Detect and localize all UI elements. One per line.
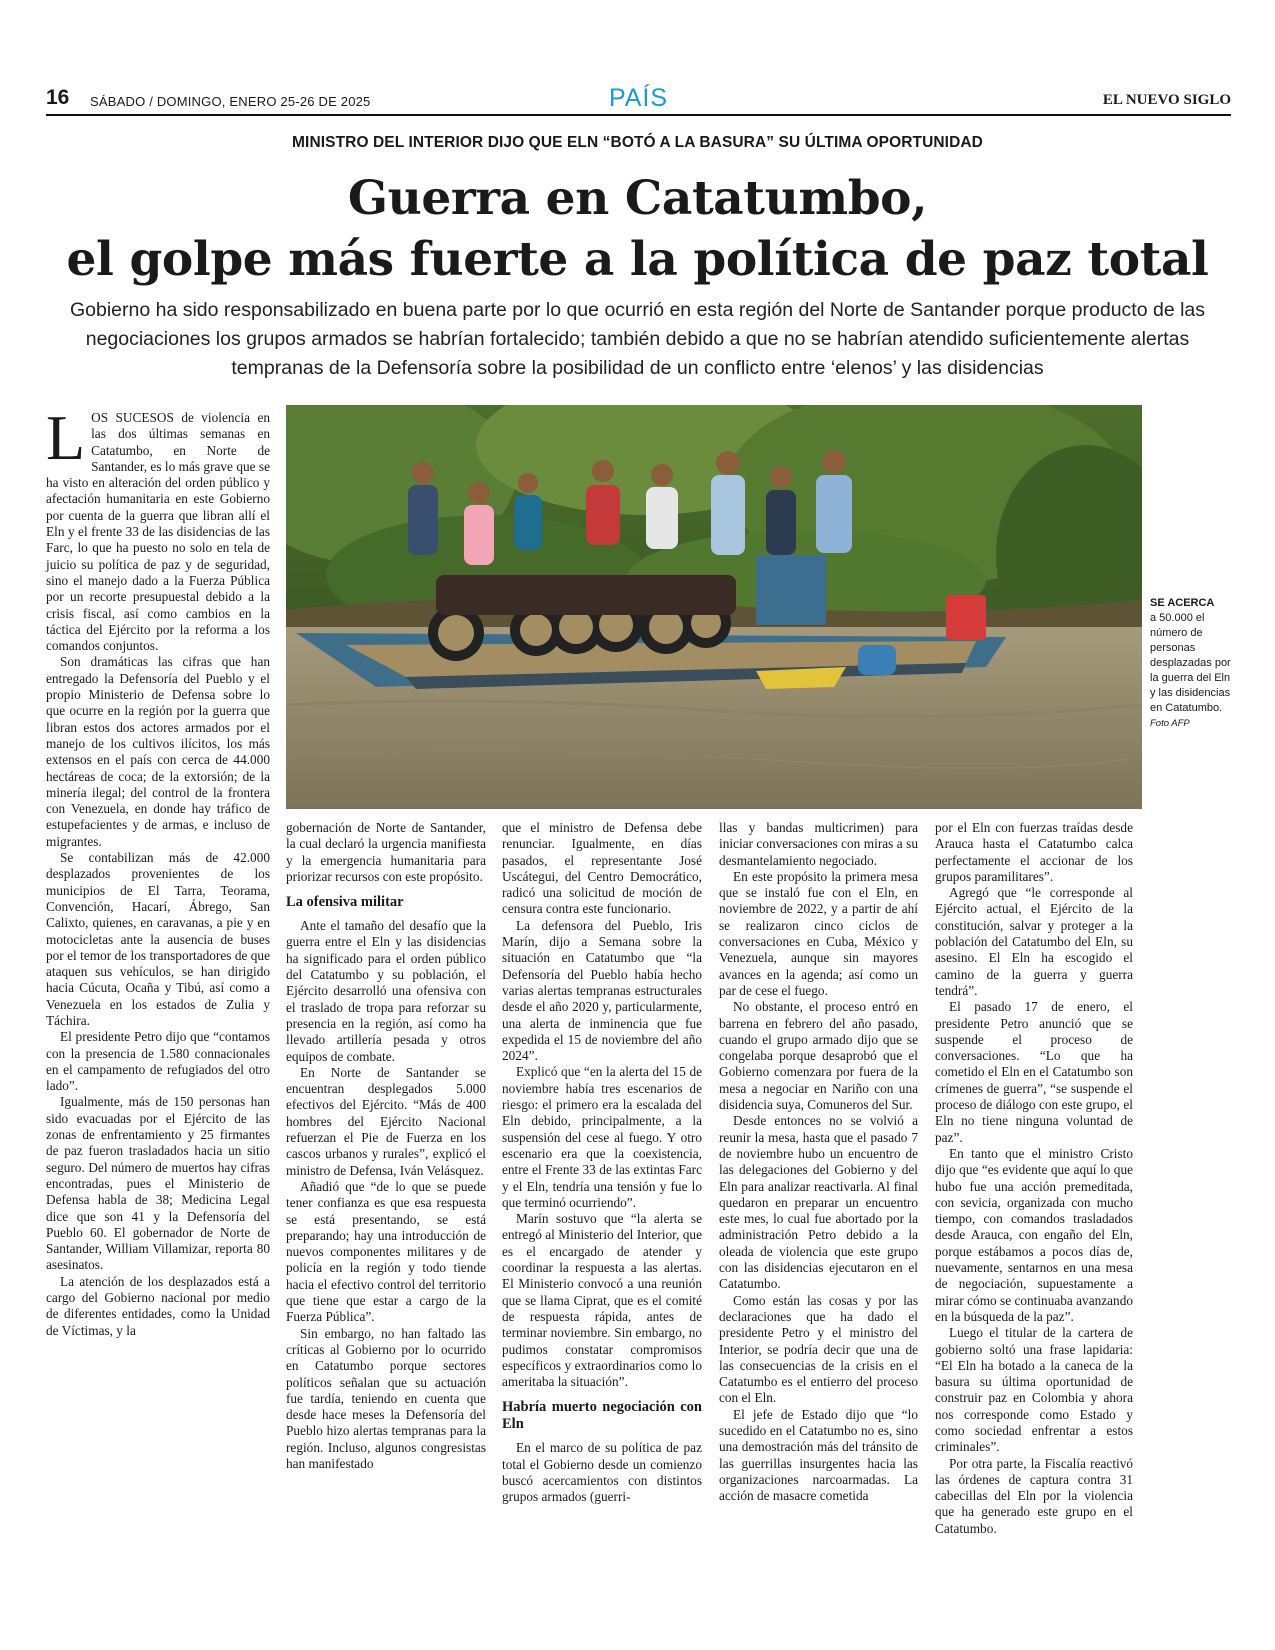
paragraph: En el marco de su política de paz total el Gobierno desde un comienzo buscó acercamientos con distintos grupos armados (guerri- bbox=[502, 1440, 702, 1505]
paragraph: El pasado 17 de enero, el presidente Petro anunció que se suspende el proceso de conversaciones. “Lo que ha cometido el Eln en el Catatumbo son crímenes de guerra”, “se suspende el proceso de diálogo con este grupo, el Eln no tiene ninguna voluntad de paz”. bbox=[935, 999, 1133, 1145]
article-column-5 bbox=[935, 820, 1133, 1537]
paragraph: que el ministro de Defensa debe renunciar. Igualmente, en días pasados, el representante José Uscátegui, del Centro Democrático, radicó una solicitud de moción de censura contra este funcionario. bbox=[502, 820, 702, 917]
deck-subtitle: Gobierno ha sido responsabilizado en buena parte por lo que ocurrió en esta región del Norte de Santander porque producto de las negociaciones los grupos armados se habrían fortalecido; también debido a que no se habrían atendido suficientemente alertas tempranas de la Defensoría sobre la posibilidad de un conflicto entre ‘elenos’ y las disidencias bbox=[69, 299, 1206, 379]
paragraph: Ante el tamaño del desafío que la guerra entre el Eln y las disidencias ha significado para el orden público del Catatumbo y su población, el Ejército desarrolló una ofensiva con el traslado de tropa para reforzar su presencia en la región, así como ha llevado artillería pesada y otros equipos de combate. bbox=[286, 918, 486, 1064]
paragraph: Por otra parte, la Fiscalía reactivó las órdenes de captura contra 31 cabecillas del Eln por la violencia que ha generado este grupo en el Catatumbo. bbox=[935, 1455, 1133, 1536]
paragraph: Sin embargo, no han faltado las críticas al Gobierno por lo ocurrido en Catatumbo porque sectores políticos señalan que su actuación fue tardía, teniendo en cuenta que desde hace meses la Defensoría del Pueblo hizo alertas tempranas para la región. Incluso, algunos congresistas han manifestado bbox=[286, 1325, 486, 1471]
paragraph: Son dramáticas las cifras que han entregado la Defensoría del Pueblo y el propio Ministerio de Defensa sobre lo que ocurre en la región por la guerra que libran estos dos actores armados por el manejo de los cultivos ilícitos, los más extensos en el país con cerca de 44.000 hectáreas de coca; de la extorsión; de la minería ilegal; del control de la frontera con Venezuela, en donde hay tráfico de estupefacientes y de armas, e incluso de migrantes. bbox=[46, 654, 270, 849]
paragraph-text: OS SUCESOS de violencia en las dos últimas semanas en Catatumbo, en Norte de Santander, es lo más grave que se ha visto en alteración del orden público y afectación humanitaria en este Gobierno por cuenta de la guerra que libran allí el Eln y el frente 33 de las disidencias de las Farc, lo que ha puesto no solo en tela de juicio su política de paz y de seguridad, sino el manejo dado a la Fuerza Pública por un recorte presupuestal debido a la crisis fiscal, así como cambios en la táctica del Ejército por la reforma a los comandos conjuntos. bbox=[46, 410, 270, 654]
paragraph: La defensora del Pueblo, Iris Marín, dijo a Semana sobre la situación en Catatumbo que “la Defensoría del Pueblo había hecho varias alertas tempranas estructurales desde el año 2020 y, particularmente, una alerta de inminencia que fue expedida el 15 de noviembre del año 2024”. bbox=[502, 917, 702, 1064]
caption-text: a 50.000 el número de personas desplazadas por la guerra del Eln y las disidencias en Catatumbo. bbox=[1150, 612, 1231, 714]
ferry-photo-illustration bbox=[286, 405, 1142, 809]
paragraph: No obstante, el proceso entró en barrena en febrero del año pasado, cuando el grupo armado dijo que se congelaba porque desaprobó que el Gobierno comenzara por fuera de la mesa a negociar en Nariño con una disidencia suya, Comuneros del Sur. bbox=[719, 999, 918, 1113]
paragraph: El jefe de Estado dijo que “lo sucedido en el Catatumbo no es, sino una demostración más del tránsito de las guerrillas insurgentes hacia las organizaciones narcoarmadas. La acción de masacre cometida bbox=[719, 1406, 918, 1504]
paragraph: La atención de los desplazados está a cargo del Gobierno nacional por medio de diferentes entidades, como la Unidad de Víctimas, y la bbox=[46, 1273, 270, 1338]
section-name: PAÍS bbox=[608, 84, 669, 112]
headline-line-1: Guerra en Catatumbo, bbox=[347, 171, 928, 226]
paragraph: En Norte de Santander se encuentran desplegados 5.000 efectivos del Ejército. “Más de 400 hombres del Ejército Nacional refuerzan el Pie de Fuerza en los cascos urbanos y rurales”, explicó el ministro de Defensa, Iván Velásquez. bbox=[286, 1064, 486, 1178]
page-number: 16 bbox=[46, 86, 70, 109]
issue-date: SÁBADO / DOMINGO, ENERO 25-26 DE 2025 bbox=[90, 94, 371, 109]
newspaper-brand: EL NUEVO SIGLO bbox=[1102, 92, 1231, 108]
headline-line-2: el golpe más fuerte a la política de paz total bbox=[66, 232, 1209, 287]
page-folio bbox=[46, 84, 1231, 116]
paragraph: En este propósito la primera mesa que se instaló fue con el Eln, en noviembre de 2022, y a partir de ahí se realizaron cinco ciclos de conversaciones en Cuba, México y Venezuela, aunque sin mayores avances en la agenda; así como un par de cese el fuego. bbox=[719, 868, 918, 998]
subheading: La ofensiva militar bbox=[286, 894, 404, 911]
photo-credit: Foto AFP bbox=[1150, 718, 1190, 729]
paragraph: llas y bandas multicrimen) para iniciar conversaciones con miras a su desmantelamiento negociado. bbox=[719, 820, 918, 868]
kicker: MINISTRO DEL INTERIOR DIJO QUE ELN “BOTÓ A LA BASURA” SU ÚLTIMA OPORTUNIDAD bbox=[292, 134, 983, 151]
paragraph: Explicó que “en la alerta del 15 de noviembre había tres escenarios de riesgo: el primero era la escalada del Eln debido, principalmente, a la suspensión del cese al fuego. Y otro escenario era que la coexistencia, entre el Frente 33 de las extintas Farc y el Eln, tendría una tensión y fue lo que terminó ocurriendo”. bbox=[502, 1064, 702, 1210]
paragraph bbox=[46, 402, 270, 654]
article-column-2 bbox=[286, 820, 486, 1472]
drop-cap: L bbox=[46, 402, 86, 473]
headline bbox=[0, 168, 1275, 290]
paragraph: Como están las cosas y por las declaraciones que ha dado el presidente Petro y el ministro del Interior, se podría decir que una de las consecuencias de la crisis en el Catatumbo es el entierro del proceso con el Eln. bbox=[719, 1292, 918, 1406]
paragraph: Se contabilizan más de 42.000 desplazados provenientes de los municipios de El Tarra, Teorama, Convención, Hacarí, Ábrego, San Calixto, quienes, en caravanas, a pie y en motocicletas ante la ausencia de buses por el temor de los transportadores de que ataquen sus vehículos, se han dirigido hacia Cúcuta, Ocaña y Tibú, así como a Venezuela en los estados de Zulia y Táchira. bbox=[46, 850, 270, 1028]
paragraph: Añadió que “de lo que se puede tener confianza es que esa respuesta se está presentando, se está preparando; hay una introducción de nuevos componentes militares y de policía en la región y todo tiende hacia el efectivo control del territorio que tiene que estar a cargo de la Fuerza Pública”. bbox=[286, 1178, 486, 1325]
paragraph: por el Eln con fuerzas traídas desde Arauca hasta el Catatumbo calca perfectamente el accionar de los grupos paramilitares”. bbox=[935, 820, 1133, 884]
subheading: Habría muerto negociación con Eln bbox=[502, 1399, 702, 1433]
caption-title: SE ACERCA bbox=[1150, 597, 1215, 609]
article-column-4 bbox=[719, 820, 918, 1504]
paragraph: El presidente Petro dijo que “contamos con la presencia de 1.580 connacionales en el campamento de refugiados del otro lado”. bbox=[46, 1029, 270, 1094]
article-column-3 bbox=[502, 820, 702, 1506]
paragraph: Agregó que “le corresponde al Ejército actual, el Ejército de la constitución, salvar y proteger a la población del Catatumbo del Eln, su asesino. El Eln ha escogido el camino de la guerra y guerra tendrá”. bbox=[935, 885, 1133, 998]
paragraph: gobernación de Norte de Santander, la cual declaró la urgencia manifiesta y la emergencia humanitaria para priorizar recursos con este propósito. bbox=[286, 820, 486, 884]
paragraph: Luego el titular de la cartera de gobierno soltó una frase lapidaria: “El Eln ha botado a la caneca de la basura su última oportunidad de construir paz en Colombia y ahora nos corresponde como Estado y como sociedad enfrentar a estos criminales”. bbox=[935, 1325, 1133, 1455]
photo-caption bbox=[1150, 596, 1232, 731]
paragraph: Desde entonces no se volvió a reunir la mesa, hasta que el pasado 7 de noviembre hubo un encuentro de las delegaciones del Gobierno y del Eln para analizar reactivarla. Al final quedaron en preparar un encuentro este mes, lo cual fue abortado por la administración Petro debido a la oleada de violencia que este grupo con las disidencias ejecutaron en el Catatumbo. bbox=[719, 1113, 918, 1292]
paragraph: Marín sostuvo que “la alerta se entregó al Ministerio del Interior, que es el encargado de atender y coordinar la respuesta a las alertas. El Ministerio convocó a una reunión que se llama Ciprat, que es el comité de respuesta rápida, antes de terminar noviembre. Sin embargo, no pudimos constatar compromisos específicos y extraordinarios como lo ameritaba la situación”. bbox=[502, 1211, 702, 1390]
paragraph: En tanto que el ministro Cristo dijo que “es evidente que aquí lo que hubo fue una acción premeditada, con sevicia, organizada con mucho tiempo, con comandos trasladados desde Arauca, con engaño del Eln, porque estábamos a pocos días de, nuevamente, sentarnos en una mesa de negociación, supuestamente a mirar cómo se continuaba avanzando en la búsqueda de la paz”. bbox=[935, 1145, 1133, 1324]
news-photo bbox=[286, 405, 1142, 809]
article-column-1 bbox=[46, 402, 270, 1339]
paragraph: Igualmente, más de 150 personas han sido evacuadas por el Ejército de las zonas de enfrentamiento y 25 firmantes de paz fueron trasladados hacia un sitio seguro. Del número de muertos hay cifras encontradas, pues el Ministerio de Defensa habla de 38; Medicina Legal dice que son 41 y la Defensoría del Pueblo 60. El gobernador de Norte de Santander, William Villamizar, reporta 80 asesinatos. bbox=[46, 1094, 270, 1273]
